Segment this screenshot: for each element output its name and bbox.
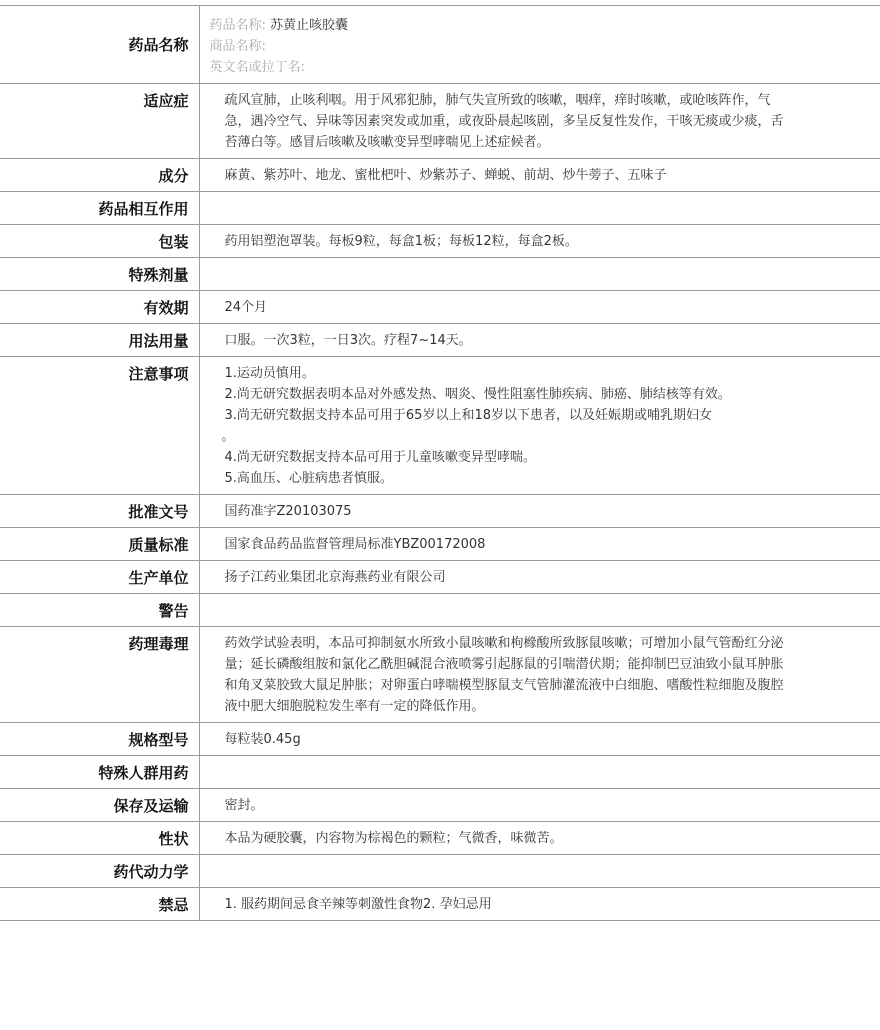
row-label: 包装 — [0, 225, 199, 258]
row-label: 警告 — [0, 594, 199, 627]
row-pharmacokinetics — [0, 855, 880, 888]
row-label: 注意事项 — [0, 357, 199, 495]
row-value: 本品为硬胶囊，内容物为棕褐色的颗粒；气微香，味微苦。 — [199, 822, 880, 855]
drug-names-cell — [199, 6, 880, 84]
row-shelf-life — [0, 291, 880, 324]
row-label: 生产单位 — [0, 561, 199, 594]
row-label: 批准文号 — [0, 495, 199, 528]
row-interactions — [0, 192, 880, 225]
drug-info-table — [0, 5, 880, 921]
precaution-line: 1.运动员慎用。 — [224, 366, 315, 381]
row-approval-number — [0, 495, 880, 528]
row-value: 密封。 — [199, 789, 880, 822]
precaution-line: 5.高血压、心脏病患者慎服。 — [224, 471, 393, 486]
precaution-line: 3.尚无研究数据支持本品可用于65岁以上和18岁以下患者，以及妊娠期或哺乳期妇女 — [224, 408, 712, 423]
row-value: 1. 服药期间忌食辛辣等刺激性食物2. 孕妇忌用 — [199, 888, 880, 921]
row-label: 性状 — [0, 822, 199, 855]
row-storage — [0, 789, 880, 822]
row-value: 国家食品药品监督管理局标准YBZ00172008 — [199, 528, 880, 561]
generic-name-value: 苏黄止咳胶囊 — [270, 18, 349, 33]
row-pharmacology — [0, 627, 880, 723]
row-value: 麻黄、紫苏叶、地龙、蜜枇杷叶、炒紫苏子、蝉蜕、前胡、炒牛蒡子、五味子 — [199, 159, 880, 192]
row-value — [199, 855, 880, 888]
row-ingredients — [0, 159, 880, 192]
english-name-label: 英文名或拉丁名: — [209, 60, 305, 75]
row-label: 成分 — [0, 159, 199, 192]
row-specification — [0, 723, 880, 756]
row-value — [199, 258, 880, 291]
row-indications — [0, 84, 880, 159]
generic-name-label: 药品名称: — [209, 18, 266, 33]
trade-name-label: 商品名称: — [209, 39, 266, 54]
precaution-line: 4.尚无研究数据支持本品可用于儿童咳嗽变异型哮喘。 — [224, 450, 536, 465]
row-label: 药理毒理 — [0, 627, 199, 723]
row-contraindications — [0, 888, 880, 921]
row-value: 口服。一次3粒，一日3次。疗程7~14天。 — [199, 324, 880, 357]
row-value — [199, 357, 880, 495]
row-quality-standard — [0, 528, 880, 561]
row-label: 质量标准 — [0, 528, 199, 561]
row-value: 药效学试验表明，本品可抑制氨水所致小鼠咳嗽和枸橼酸所致豚鼠咳嗽；可增加小鼠气管酚红分泌量；延长磷酸组胺和氯化乙酰胆碱混合液喷雾引起豚鼠的引喘潜伏期；能抑制巴豆油致小鼠耳肿胀和角叉菜胶致大鼠足肿胀；对卵蛋白哮喘模型豚鼠支气管肺灌流液中白细胞、嗜酸性粒细胞及腹腔液中肥大细胞脱粒发生率有一定的降低作用。 — [199, 627, 880, 723]
row-value: 国药准字Z20103075 — [199, 495, 880, 528]
row-label: 药品相互作用 — [0, 192, 199, 225]
row-manufacturer — [0, 561, 880, 594]
row-label: 保存及运输 — [0, 789, 199, 822]
row-label: 禁忌 — [0, 888, 199, 921]
row-value: 疏风宣肺，止咳利咽。用于风邪犯肺，肺气失宣所致的咳嗽，咽痒，痒时咳嗽，或呛咳阵作，气急，遇冷空气、异味等因素突发或加重，或夜卧晨起咳剧，多呈反复性发作，干咳无痰或少痰，舌苔薄白等。感冒后咳嗽及咳嗽变异型哮喘见上述症候者。 — [199, 84, 880, 159]
row-dosage — [0, 324, 880, 357]
row-value — [199, 192, 880, 225]
row-label: 有效期 — [0, 291, 199, 324]
row-value — [199, 594, 880, 627]
row-label: 药代动力学 — [0, 855, 199, 888]
row-drug-name — [0, 6, 880, 84]
precaution-line: 2.尚无研究数据表明本品对外感发热、咽炎、慢性阻塞性肺疾病、肺癌、肺结核等有效。 — [224, 387, 731, 402]
row-value: 24个月 — [199, 291, 880, 324]
row-warning — [0, 594, 880, 627]
row-special-population — [0, 756, 880, 789]
row-value — [199, 756, 880, 789]
row-special-dose — [0, 258, 880, 291]
row-label: 药品名称 — [0, 6, 199, 84]
row-precautions — [0, 357, 880, 495]
row-label: 用法用量 — [0, 324, 199, 357]
generic-name-line — [210, 15, 861, 36]
row-label: 特殊剂量 — [0, 258, 199, 291]
row-value: 药用铝塑泡罩装。每板9粒，每盒1板；每板12粒，每盒2板。 — [199, 225, 880, 258]
row-appearance — [0, 822, 880, 855]
row-label: 规格型号 — [0, 723, 199, 756]
row-packaging — [0, 225, 880, 258]
row-value: 每粒装0.45g — [199, 723, 880, 756]
row-label: 特殊人群用药 — [0, 756, 199, 789]
row-label: 适应症 — [0, 84, 199, 159]
row-value: 扬子江药业集团北京海燕药业有限公司 — [199, 561, 880, 594]
precaution-line: 。 — [221, 429, 235, 444]
